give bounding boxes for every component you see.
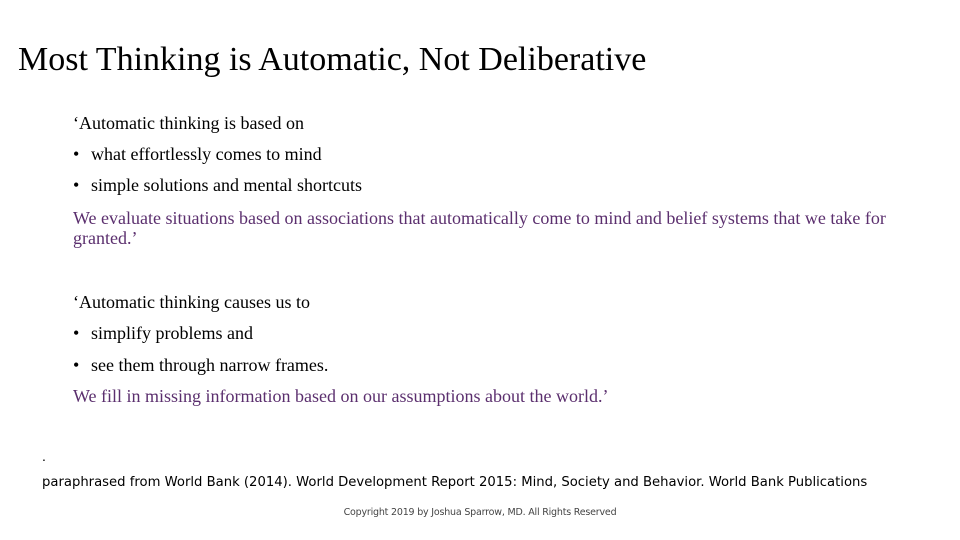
block1-conclusion: We evaluate situations based on associations that automatically come to mind and belief systems that we take for granted.’	[73, 208, 886, 248]
bullet-icon: •	[73, 323, 80, 343]
citation-marker: .	[42, 448, 46, 464]
citation-text: paraphrased from World Bank (2014). World Development Report 2015: Mind, Society and Behavior. World Bank Publications	[42, 475, 868, 490]
bullet-icon: •	[73, 144, 80, 164]
bullet-icon: •	[73, 175, 80, 195]
block2-bullet-1	[73, 322, 253, 344]
block2-intro: ‘Automatic thinking causes us to	[73, 292, 310, 312]
bullet-text: what effortlessly comes to mind	[91, 144, 322, 164]
bullet-text: see them through narrow frames.	[91, 355, 329, 375]
block1-bullet-2	[73, 174, 362, 196]
bullet-text: simplify problems and	[91, 323, 253, 343]
block2-bullet-2	[73, 354, 328, 376]
block1-bullet-1	[73, 143, 322, 165]
block2-conclusion: We fill in missing information based on our assumptions about the world.’	[73, 386, 609, 406]
block1-intro: ‘Automatic thinking is based on	[73, 113, 304, 133]
slide-title: Most Thinking is Automatic, Not Deliberative	[18, 41, 647, 78]
copyright-footer: Copyright 2019 by Joshua Sparrow, MD. All Rights Reserved	[343, 507, 617, 518]
bullet-icon: •	[73, 355, 80, 375]
bullet-text: simple solutions and mental shortcuts	[91, 175, 362, 195]
